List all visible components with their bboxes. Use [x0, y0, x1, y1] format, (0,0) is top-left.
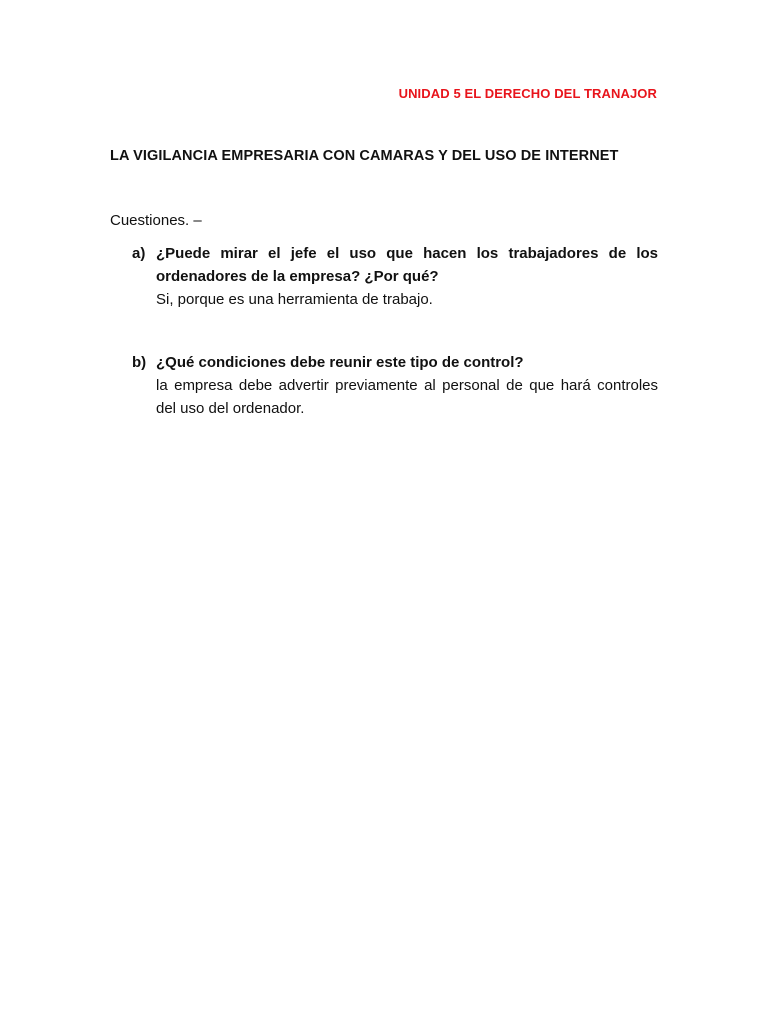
- list-marker: b): [132, 354, 147, 371]
- list-marker: a): [132, 245, 146, 262]
- unit-header: UNIDAD 5 EL DERECHO DEL TRANAJOR: [398, 86, 657, 101]
- question-item: [132, 242, 658, 311]
- document-title: LA VIGILANCIA EMPRESARIA CON CAMARAS Y DEL USO DE INTERNET: [110, 148, 619, 164]
- question-body: [156, 242, 658, 311]
- question-text: ¿Puede mirar el jefe el uso que hacen los trabajadores de los ordenadores de la empresa? ¿Por qué?: [156, 245, 658, 285]
- answer-text: la empresa debe advertir previamente al personal de que hará controles del uso del ordenador.: [156, 377, 658, 417]
- question-body: [156, 351, 658, 420]
- section-label: Cuestiones. –: [110, 212, 202, 229]
- answer-text: Si, porque es una herramienta de trabajo.: [156, 291, 433, 308]
- question-item: [132, 351, 658, 420]
- question-text: ¿Qué condiciones debe reunir este tipo de control?: [156, 354, 524, 371]
